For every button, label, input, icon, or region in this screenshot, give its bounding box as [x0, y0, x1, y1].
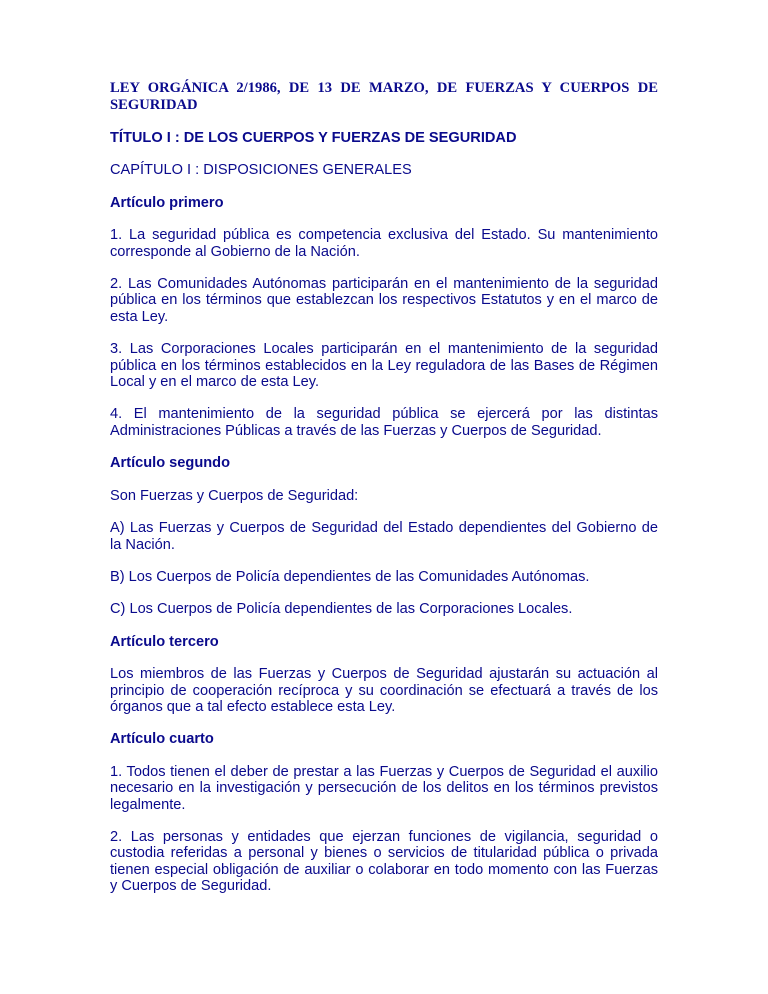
article-paragraph: Son Fuerzas y Cuerpos de Seguridad:: [110, 487, 359, 504]
article-heading: Artículo primero: [110, 194, 224, 211]
article-paragraph: C) Los Cuerpos de Policía dependientes de las Corporaciones Locales.: [110, 601, 573, 618]
article-paragraph: 3. Las Corporaciones Locales participarán en el mantenimiento de la seguridad pública en los términos establecidos en la Ley reguladora de las Bases de Régimen Local y en el marco de esta Ley.: [110, 341, 658, 391]
article-heading: Artículo segundo: [110, 455, 230, 472]
capitulo-heading: CAPÍTULO I : DISPOSICIONES GENERALES: [110, 162, 412, 179]
article-paragraph: A) Las Fuerzas y Cuerpos de Seguridad del Estado dependientes del Gobierno de la Nación.: [110, 520, 658, 553]
law-title: LEY ORGÁNICA 2/1986, DE 13 DE MARZO, DE FUERZAS Y CUERPOS DE SEGURIDAD: [110, 80, 658, 113]
article-paragraph: 2. Las personas y entidades que ejerzan funciones de vigilancia, seguridad o custodia referidas a personal y bienes o servicios de titularidad pública o privada tienen especial obligación de auxiliar o colaborar en todo momento con las Fuerzas y Cuerpos de Seguridad.: [110, 828, 658, 895]
article-paragraph: 4. El mantenimiento de la seguridad pública se ejercerá por las distintas Administraciones Públicas a través de las Fuerzas y Cuerpos de Seguridad.: [110, 406, 658, 439]
document-page: [110, 80, 658, 911]
article-paragraph: 1. Todos tienen el deber de prestar a las Fuerzas y Cuerpos de Seguridad el auxilio necesario en la investigación y persecución de los delitos en los términos previstos legalmente.: [110, 763, 658, 813]
article-heading: Artículo cuarto: [110, 731, 214, 748]
article-heading: Artículo tercero: [110, 633, 219, 650]
article-paragraph: 2. Las Comunidades Autónomas participarán en el mantenimiento de la seguridad pública en los términos que establezcan los respectivos Estatutos y en el marco de esta Ley.: [110, 276, 658, 325]
titulo-heading: TÍTULO I : DE LOS CUERPOS Y FUERZAS DE SEGURIDAD: [110, 130, 517, 146]
article-paragraph: Los miembros de las Fuerzas y Cuerpos de Seguridad ajustarán su actuación al principio de cooperación recíproca y su coordinación se efectuará a través de los órganos que a tal efecto establece esta Ley.: [110, 666, 658, 715]
article-paragraph: B) Los Cuerpos de Policía dependientes de las Comunidades Autónomas.: [110, 568, 590, 585]
article-paragraph: 1. La seguridad pública es competencia exclusiva del Estado. Su mantenimiento corresponde al Gobierno de la Nación.: [110, 227, 658, 260]
